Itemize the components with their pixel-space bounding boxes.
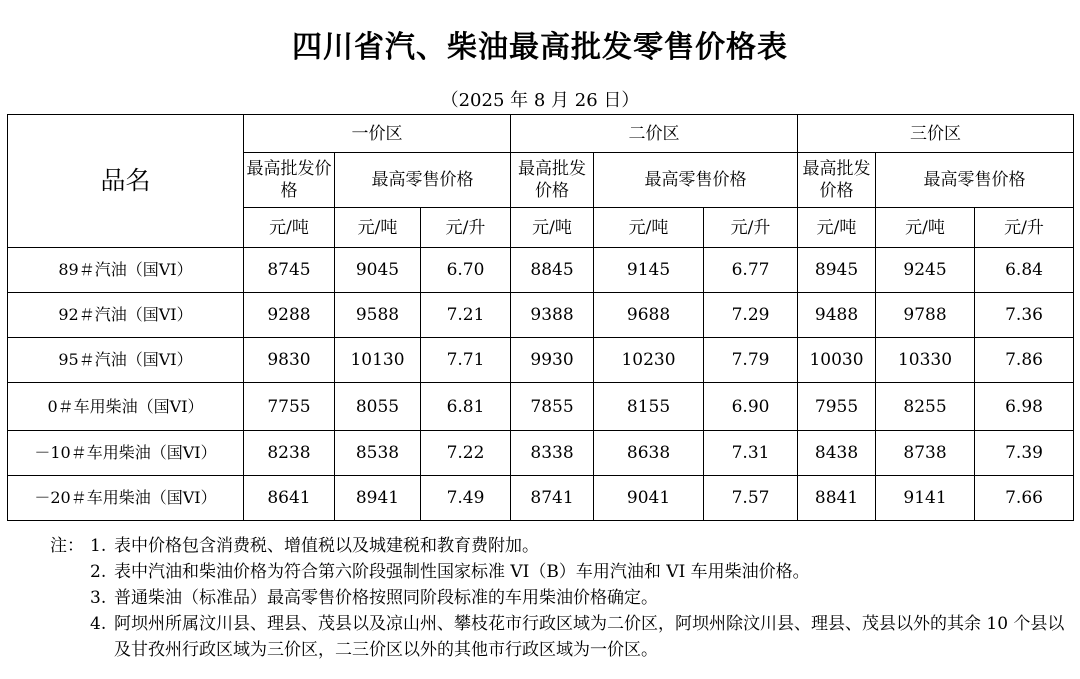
price-cell: 10330 <box>876 338 975 383</box>
price-cell: 10130 <box>335 338 421 383</box>
price-cell: 9830 <box>244 338 335 383</box>
zone-1-header: 一价区 <box>244 115 511 153</box>
price-cell: 8945 <box>798 248 876 293</box>
price-cell: 7.66 <box>975 476 1074 521</box>
price-cell: 8238 <box>244 431 335 476</box>
price-cell: 8538 <box>335 431 421 476</box>
note-text: 普通柴油（标准品）最高零售价格按照同阶段标准的车用柴油价格确定。 <box>114 588 658 608</box>
note-prefix <box>50 611 90 663</box>
price-cell: 9388 <box>511 293 594 338</box>
zone-3-retail-header: 最高零售价格 <box>876 153 1074 208</box>
note-number: 4. <box>90 614 107 634</box>
price-cell: 9045 <box>335 248 421 293</box>
price-cell: 9141 <box>876 476 975 521</box>
price-cell: 7855 <box>511 383 594 431</box>
price-cell: 8845 <box>511 248 594 293</box>
note-number: 1. <box>90 536 107 556</box>
publish-date: （2025 年 8 月 26 日） <box>440 90 640 111</box>
table-row <box>8 293 1074 338</box>
table-row <box>8 338 1074 383</box>
zone-3-wholesale-header: 最高批发价格 <box>798 153 876 208</box>
unit-header: 元/吨 <box>798 208 876 248</box>
price-cell: 8438 <box>798 431 876 476</box>
price-cell: 8641 <box>244 476 335 521</box>
price-cell: 9245 <box>876 248 975 293</box>
price-cell: 8255 <box>876 383 975 431</box>
unit-header: 元/吨 <box>244 208 335 248</box>
price-cell: 7.49 <box>421 476 511 521</box>
product-name: 89＃汽油（国VI） <box>8 248 244 293</box>
table-row <box>8 383 1074 431</box>
page-title: 四川省汽、柴油最高批发零售价格表 <box>292 30 788 65</box>
table-row <box>8 476 1074 521</box>
unit-header: 元/吨 <box>876 208 975 248</box>
price-cell: 8338 <box>511 431 594 476</box>
price-cell: 7.39 <box>975 431 1074 476</box>
price-cell: 8741 <box>511 476 594 521</box>
price-cell: 7.86 <box>975 338 1074 383</box>
zone-2-retail-header: 最高零售价格 <box>594 153 798 208</box>
note-number: 2. <box>90 562 107 582</box>
price-cell: 7.79 <box>704 338 798 383</box>
price-cell: 7.31 <box>704 431 798 476</box>
price-cell: 6.77 <box>704 248 798 293</box>
price-cell: 7.57 <box>704 476 798 521</box>
price-cell: 9788 <box>876 293 975 338</box>
price-cell: 8638 <box>594 431 704 476</box>
note-prefix: 注： <box>50 536 84 556</box>
product-name: 0＃车用柴油（国VI） <box>8 383 244 431</box>
price-cell: 9288 <box>244 293 335 338</box>
price-cell: 8841 <box>798 476 876 521</box>
price-cell: 8745 <box>244 248 335 293</box>
note-prefix <box>50 585 90 611</box>
price-cell: 8738 <box>876 431 975 476</box>
price-cell: 7755 <box>244 383 335 431</box>
zone-3-header: 三价区 <box>798 115 1074 153</box>
note-number: 3. <box>90 588 107 608</box>
product-name: －20＃车用柴油（国VI） <box>8 476 244 521</box>
price-cell: 7955 <box>798 383 876 431</box>
product-name-header: 品名 <box>8 115 244 248</box>
product-name: 92＃汽油（国VI） <box>8 293 244 338</box>
unit-header: 元/升 <box>421 208 511 248</box>
price-cell: 9041 <box>594 476 704 521</box>
product-name: －10＃车用柴油（国VI） <box>8 431 244 476</box>
price-cell: 6.98 <box>975 383 1074 431</box>
zone-header-row <box>8 115 1074 153</box>
zone-2-header: 二价区 <box>511 115 798 153</box>
price-cell: 6.84 <box>975 248 1074 293</box>
note-item <box>50 585 1080 611</box>
price-cell: 7.21 <box>421 293 511 338</box>
notes-section <box>50 533 1080 663</box>
note-item <box>50 533 1080 559</box>
note-text: 表中汽油和柴油价格为符合第六阶段强制性国家标准 VI（B）车用汽油和 VI 车用柴油价格。 <box>114 562 810 582</box>
price-cell: 9488 <box>798 293 876 338</box>
price-cell: 6.90 <box>704 383 798 431</box>
note-item <box>50 559 1080 585</box>
price-table <box>7 114 1074 521</box>
price-cell: 8155 <box>594 383 704 431</box>
price-cell: 9930 <box>511 338 594 383</box>
table-row <box>8 431 1074 476</box>
unit-header: 元/升 <box>975 208 1074 248</box>
price-cell: 9145 <box>594 248 704 293</box>
table-row <box>8 248 1074 293</box>
price-cell: 10230 <box>594 338 704 383</box>
price-cell: 7.22 <box>421 431 511 476</box>
note-item <box>50 611 1080 663</box>
note-text: 阿坝州所属汶川县、理县、茂县以及凉山州、攀枝花市行政区域为二价区，阿坝州除汶川县、理县、茂县以外的其余 10 个县以及甘孜州行政区域为三价区，二三价区以外的其他市行政区域为一价区。 <box>114 614 1065 660</box>
note-text: 表中价格包含消费税、增值税以及城建税和教育费附加。 <box>114 536 539 556</box>
price-cell: 9588 <box>335 293 421 338</box>
price-cell: 7.29 <box>704 293 798 338</box>
unit-header: 元/吨 <box>594 208 704 248</box>
price-cell: 6.81 <box>421 383 511 431</box>
unit-header: 元/吨 <box>335 208 421 248</box>
zone-2-wholesale-header: 最高批发价格 <box>511 153 594 208</box>
price-cell: 7.71 <box>421 338 511 383</box>
price-cell: 9688 <box>594 293 704 338</box>
price-cell: 7.36 <box>975 293 1074 338</box>
zone-1-wholesale-header: 最高批发价格 <box>244 153 335 208</box>
price-cell: 6.70 <box>421 248 511 293</box>
product-name: 95＃汽油（国VI） <box>8 338 244 383</box>
price-cell: 8941 <box>335 476 421 521</box>
unit-header: 元/升 <box>704 208 798 248</box>
zone-1-retail-header: 最高零售价格 <box>335 153 511 208</box>
note-prefix <box>50 559 90 585</box>
unit-header: 元/吨 <box>511 208 594 248</box>
price-cell: 8055 <box>335 383 421 431</box>
price-cell: 10030 <box>798 338 876 383</box>
